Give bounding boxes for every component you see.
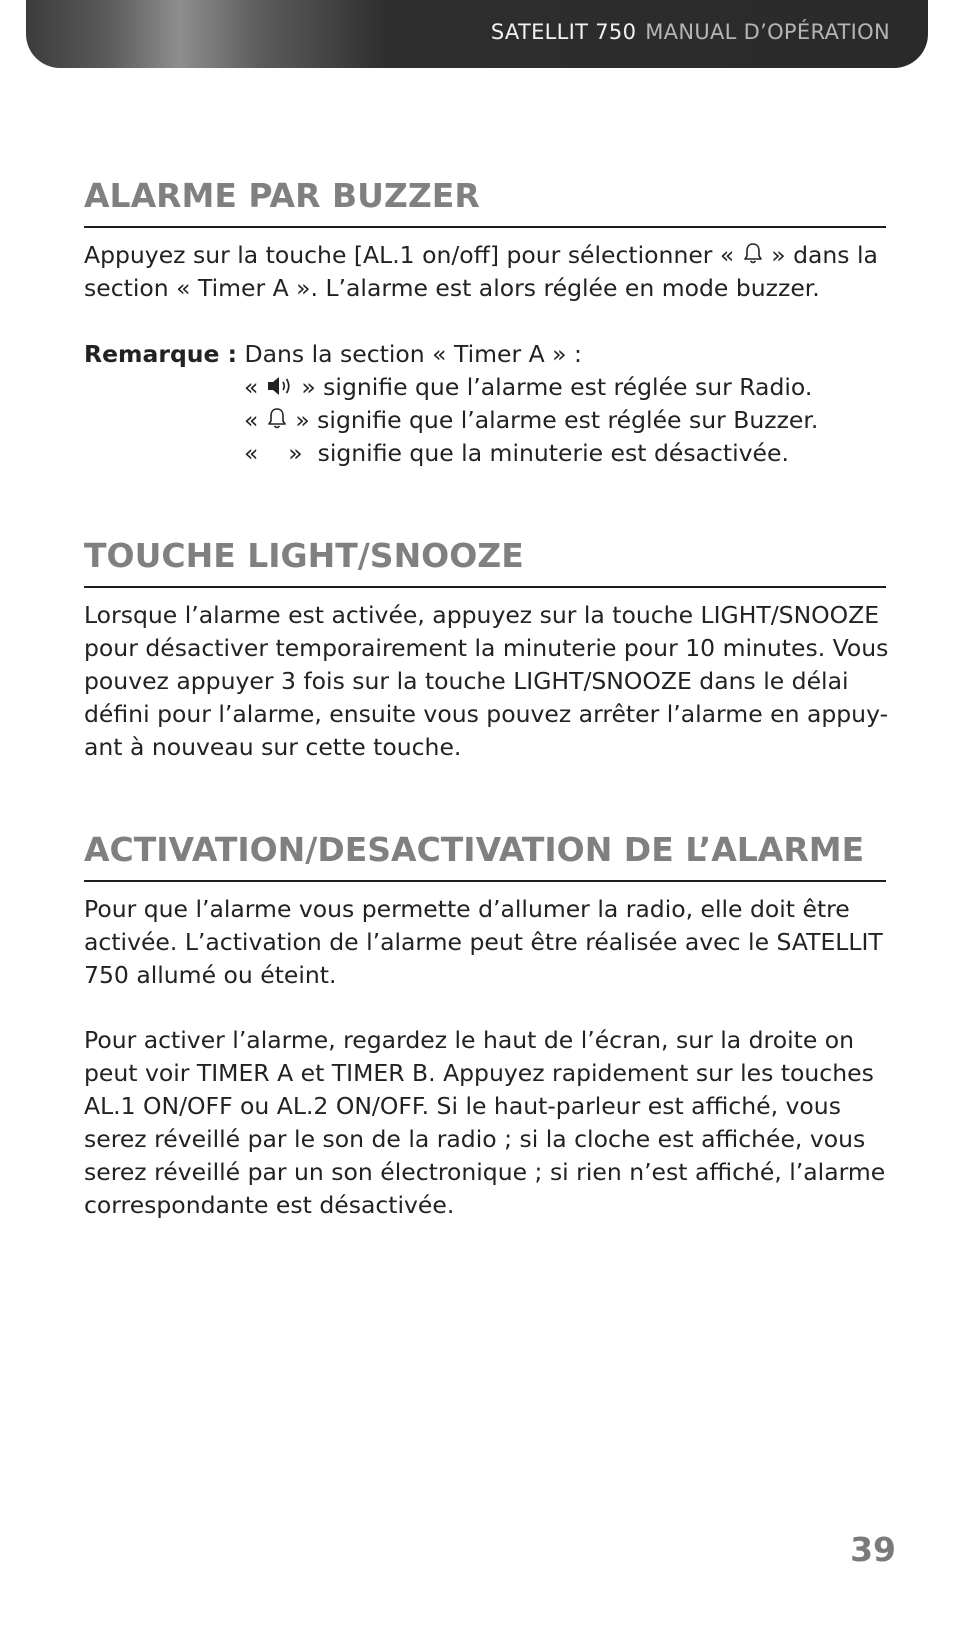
section-title-snooze: TOUCHE LIGHT/SNOOZE [84, 536, 886, 588]
buzzer-line-1-part-b: » dans la [763, 241, 878, 269]
activation-p1-line-1: Pour que l’alarme vous permette d’allumer la radio, elle doit être [84, 895, 850, 923]
activation-p2-line-6: correspondante est désactivée. [84, 1191, 455, 1219]
note-item-radio-pre: « [244, 373, 266, 401]
page-number: 39 [850, 1530, 896, 1569]
header-manual: MANUAL D’OPÉRATION [645, 20, 890, 44]
buzzer-line-1 [84, 238, 886, 274]
activation-p2-line-3: AL.1 ON/OFF ou AL.2 ON/OFF. Si le haut-parleur est affiché, vous [84, 1092, 841, 1120]
note-item-buzzer-text: » signifie que l’alarme est réglée sur Buzzer. [287, 406, 819, 434]
speaker-icon [266, 372, 294, 406]
snooze-line-4: défini pour l’alarme, ensuite vous pouvez arrêter l’alarme en appuy- [84, 700, 889, 728]
activation-p2-line-1: Pour activer l’alarme, regardez le haut de l’écran, sur la droite on [84, 1026, 855, 1054]
snooze-line-5: ant à nouveau sur cette touche. [84, 733, 462, 761]
snooze-line-2: pour désactiver temporairement la minuterie pour 10 minutes. Vous [84, 634, 889, 662]
note-item-off-pre: « » [244, 439, 318, 467]
note-item-off-text: signifie que la minuterie est désactivée. [317, 439, 789, 467]
buzzer-line-1-part-a: Appuyez sur la touche [AL.1 on/off] pour sélectionner « [84, 241, 742, 269]
activation-p2-line-2: peut voir TIMER A et TIMER B. Appuyez rapidement sur les touches [84, 1059, 874, 1087]
section-title-buzzer: ALARME PAR BUZZER [84, 176, 886, 228]
note-item-buzzer-pre: « [244, 406, 266, 434]
header-model: SATELLIT 750 [490, 20, 637, 44]
snooze-line-1: Lorsque l’alarme est activée, appuyez sur la touche LIGHT/SNOOZE [84, 601, 880, 629]
activation-p1-line-3: 750 allumé ou éteint. [84, 961, 337, 989]
activation-p1-line-2: activée. L’activation de l’alarme peut être réalisée avec le SATELLIT [84, 928, 883, 956]
note-intro [84, 337, 886, 371]
bell-icon [742, 240, 764, 274]
note-label: Remarque : [84, 340, 238, 368]
note-item-radio-text: » signifie que l’alarme est réglée sur Radio. [293, 373, 813, 401]
bell-icon [266, 405, 288, 439]
activation-p2-line-5: serez réveillé par un son électronique ; si rien n’est affiché, l’alarme [84, 1158, 886, 1186]
section-title-activation: ACTIVATION/DESACTIVATION DE L’ALARME [84, 830, 886, 882]
header-title [491, 20, 890, 44]
page-header-bar [26, 0, 928, 68]
activation-p2-line-4: serez réveillé par le son de la radio ; si la cloche est affichée, vous [84, 1125, 866, 1153]
snooze-line-3: pouvez appuyer 3 fois sur la touche LIGHT/SNOOZE dans le délai [84, 667, 849, 695]
buzzer-line-2: section « Timer A ». L’alarme est alors réglée en mode buzzer. [84, 274, 820, 302]
note-intro-text: Dans la section « Timer A » : [237, 340, 582, 368]
